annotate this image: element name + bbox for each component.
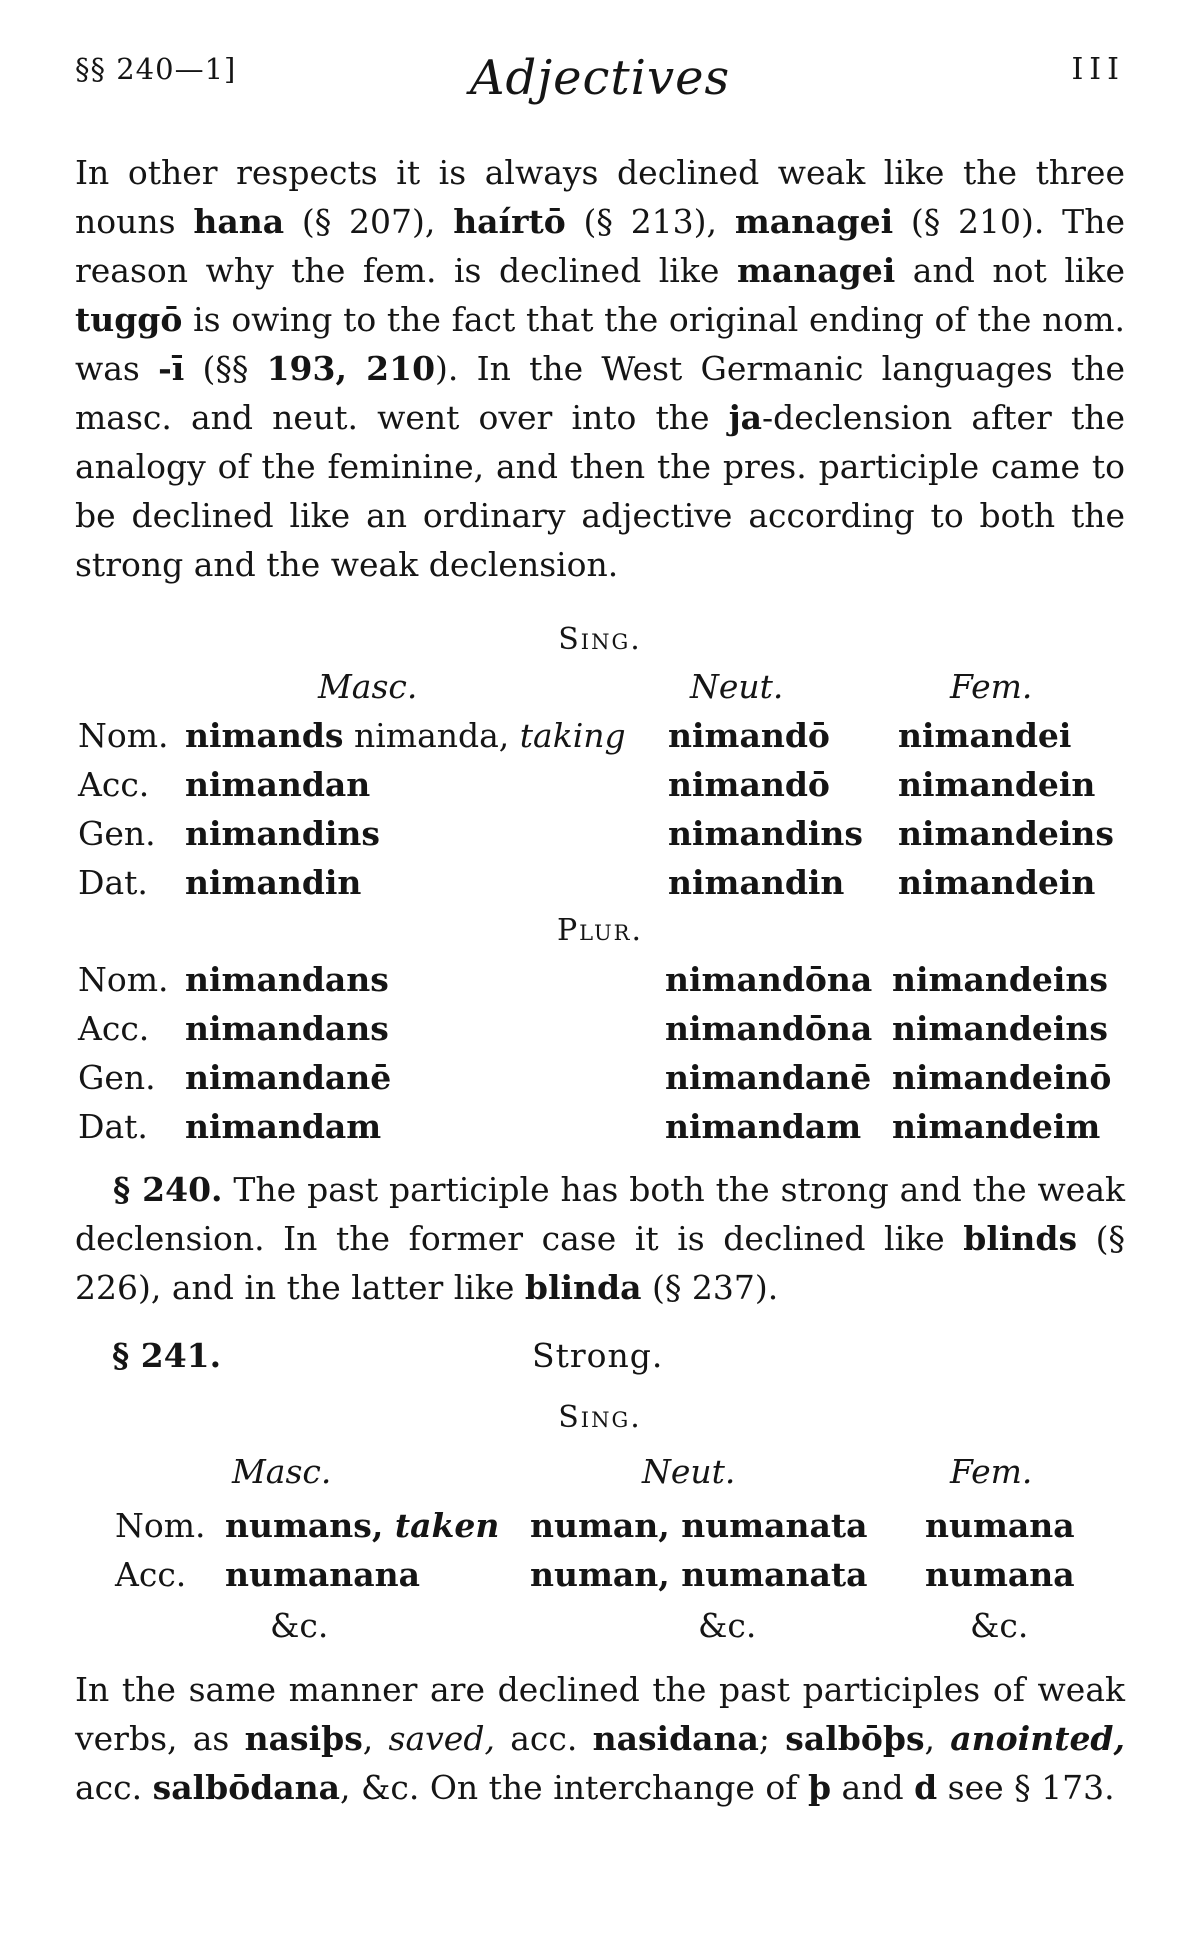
fem-form: nimandeins: [898, 814, 1114, 853]
masc-form: nimandanē: [185, 1058, 392, 1097]
etc-fem: &c.: [970, 1606, 1029, 1645]
case-label: Dat.: [78, 1107, 148, 1146]
case-label: Nom.: [78, 716, 169, 755]
case-label: Gen.: [78, 1058, 156, 1097]
neut-form: nimandōna: [665, 960, 873, 999]
col-masc-241: Masc.: [232, 1452, 332, 1491]
col-neut: Neut.: [690, 667, 784, 706]
plur-label: Plur.: [556, 913, 644, 948]
etc-masc: &c.: [270, 1606, 329, 1645]
header-section-ref: §§ 240—1]: [75, 52, 237, 86]
neut-form: nimandanē: [665, 1058, 872, 1097]
masc-form: numans, taken: [225, 1506, 500, 1545]
closing-paragraph: In the same manner are declined the past participles of weak verbs, as nasiþs, saved, acc. nasidana; salbōþs, anointed, acc. salbōdana, &c. On the interchange of þ and d see § 173.: [75, 1670, 1125, 1807]
case-label: Acc.: [78, 1009, 150, 1048]
strong-label: Strong.: [532, 1336, 664, 1375]
masc-form: nimandin: [185, 863, 362, 902]
neut-form: nimandam: [665, 1107, 862, 1146]
fem-form: nimandei: [898, 716, 1072, 755]
case-label: Acc.: [78, 765, 150, 804]
section-241-number: § 241.: [112, 1336, 222, 1375]
col-fem-241: Fem.: [950, 1452, 1033, 1491]
fem-form: nimandeins: [892, 1009, 1108, 1048]
neut-form: nimandō: [668, 765, 830, 804]
intro-paragraph: In other respects it is always declined weak like the three nouns hana (§ 207), haírtō (§ 213), managei (§ 210). The reason why the fem. is declined like managei and not like tuggō is owing to the fact that the original ending of the nom. was -ī (§§ 193, 210). In the West Germanic languages the masc. and neut. went over into the ja-declension after the analogy of the feminine, and then the pres. participle came to be declined like an ordinary adjective according to both the strong and the weak declension.: [75, 153, 1125, 584]
masc-form: nimands nimanda, taking: [185, 716, 626, 755]
case-label: Dat.: [78, 863, 148, 902]
fem-form: nimandeins: [892, 960, 1108, 999]
masc-form: numanana: [225, 1555, 421, 1594]
col-fem: Fem.: [950, 667, 1033, 706]
neut-form: numan, numanata: [530, 1506, 868, 1545]
case-label: Nom.: [78, 960, 169, 999]
neut-form: nimandins: [668, 814, 864, 853]
fem-form: numana: [925, 1506, 1075, 1545]
case-label: Nom.: [115, 1506, 206, 1545]
sing-label-241: Sing.: [558, 1400, 642, 1435]
fem-form: nimandein: [898, 863, 1096, 902]
fem-form: nimandeinō: [892, 1058, 1112, 1097]
section-240-paragraph: § 240. The past participle has both the strong and the weak declension. In the former case it is declined like blinds (§ 226), and in the latter like blinda (§ 237).: [75, 1170, 1126, 1307]
fem-form: numana: [925, 1555, 1075, 1594]
fem-form: nimandein: [898, 765, 1096, 804]
sing-label: Sing.: [558, 622, 642, 657]
case-label: Gen.: [78, 814, 156, 853]
fem-form: nimandeim: [892, 1107, 1101, 1146]
case-label: Acc.: [115, 1555, 187, 1594]
neut-form: nimandōna: [665, 1009, 873, 1048]
masc-form: nimandans: [185, 1009, 389, 1048]
col-masc: Masc.: [318, 667, 418, 706]
etc-neut: &c.: [698, 1606, 757, 1645]
masc-form: nimandans: [185, 960, 389, 999]
neut-form: nimandō: [668, 716, 830, 755]
page-number: III: [1071, 52, 1125, 87]
neut-form: numan, numanata: [530, 1555, 868, 1594]
col-neut-241: Neut.: [642, 1452, 736, 1491]
masc-form: nimandins: [185, 814, 381, 853]
neut-form: nimandin: [668, 863, 845, 902]
masc-form: nimandan: [185, 765, 371, 804]
masc-form: nimandam: [185, 1107, 382, 1146]
page-title: Adjectives: [469, 50, 731, 106]
